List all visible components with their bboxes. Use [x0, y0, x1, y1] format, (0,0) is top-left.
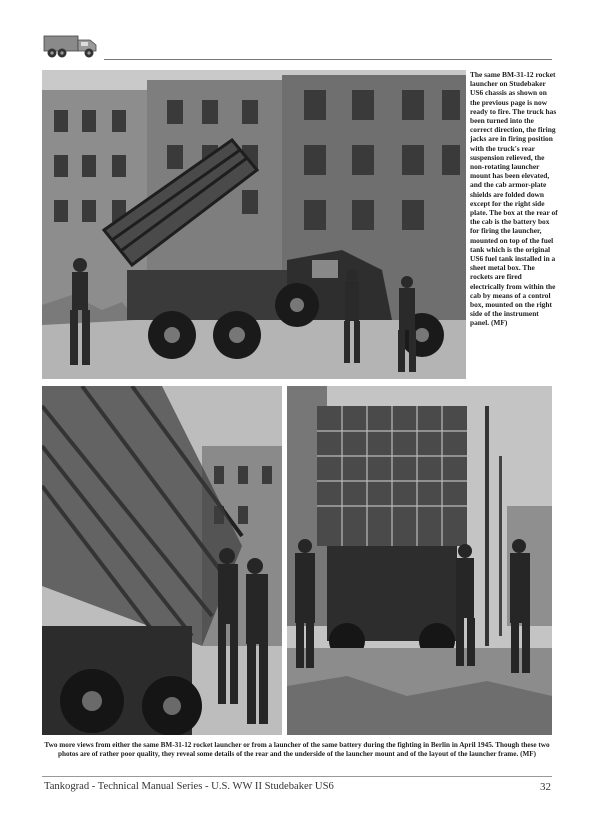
- top-photo-caption: The same BM-31-12 rocket launcher on Studebaker US6 chassis as shown on the previous page is now ready to fire. The truck has been turned into the correct direction, the firing jacks are in firing position with the truck's rear suspension relieved, the non-rotating launcher mount has been elevated, and the cab armor-plate shields are folded down except for the right side plate. The box at the rear of the cab is the battery box for firing the launcher, mounted on top of the fuel tank which is the original US6 fuel tank installed in a sheet metal box. The rockets are fired electrically from within the cab by means of a control box, mounted on the right side of the instrument panel. (MF): [470, 70, 558, 328]
- header-rule: [104, 59, 552, 60]
- page-number: 32: [540, 781, 551, 793]
- bottom-photos-caption: Two more views from either the same BM-31-12 rocket launcher or from a launcher of the same battery during the fighting in Berlin in April 1945. Though these two photos are of rather poor quality, they reveal some details of the rear and the underside of the launcher mount and of the layout of the launcher frame. (MF): [44, 741, 550, 759]
- footer-rule: [42, 776, 552, 777]
- truck-logo-icon: [42, 30, 104, 60]
- photo-launcher-rear-view: [287, 386, 552, 735]
- photo-launcher-frame-closeup: [42, 386, 282, 735]
- footer-series-title: Tankograd - Technical Manual Series - U.S. WW II Studebaker US6: [44, 781, 334, 792]
- photo-rocket-launcher-firing-position: [42, 70, 466, 379]
